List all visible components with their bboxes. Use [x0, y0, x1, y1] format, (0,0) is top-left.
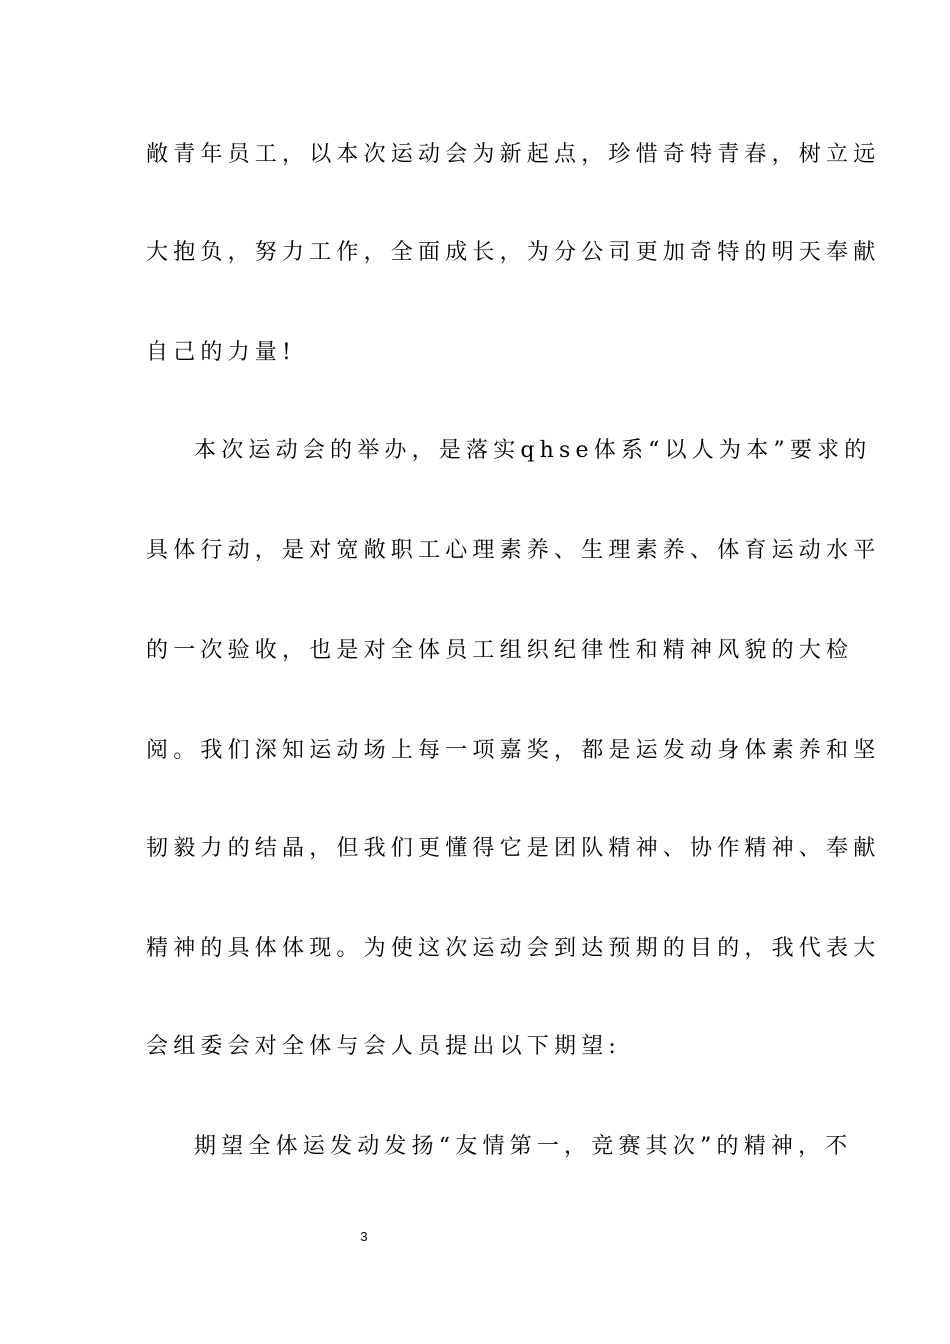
text-line-7: 阅。我们深知运动场上每一项嘉奖，都是运发动身体素养和坚: [146, 738, 881, 763]
text-line-11: 期望全体运发动发扬“友情第一，竞赛其次”的精神，不: [194, 1134, 853, 1159]
text-line-9: 精神的具体体现。为使这次运动会到达预期的目的，我代表大: [146, 936, 881, 961]
text-line-8: 韧毅力的结晶，但我们更懂得它是团队精神、协作精神、奉献: [146, 836, 881, 861]
text-line-2: 大抱负，努力工作，全面成长，为分公司更加奇特的明天奉献: [146, 240, 881, 265]
text-line-3: 自己的力量!: [146, 340, 297, 365]
text-line-5: 具体行动，是对宽敞职工心理素养、生理素养、体育运动水平: [146, 538, 881, 563]
text-line-6: 的一次验收，也是对全体员工组织纪律性和精神风貌的大检: [146, 638, 854, 663]
text-line-4: 本次运动会的举办，是落实qhse体系“以人为本”要求的: [194, 438, 872, 463]
text-line-10: 会组委会对全体与会人员提出以下期望:: [146, 1034, 622, 1059]
text-line-1: 敞青年员工，以本次运动会为新起点，珍惜奇特青春，树立远: [146, 142, 881, 167]
page-number: 3: [360, 1229, 368, 1244]
